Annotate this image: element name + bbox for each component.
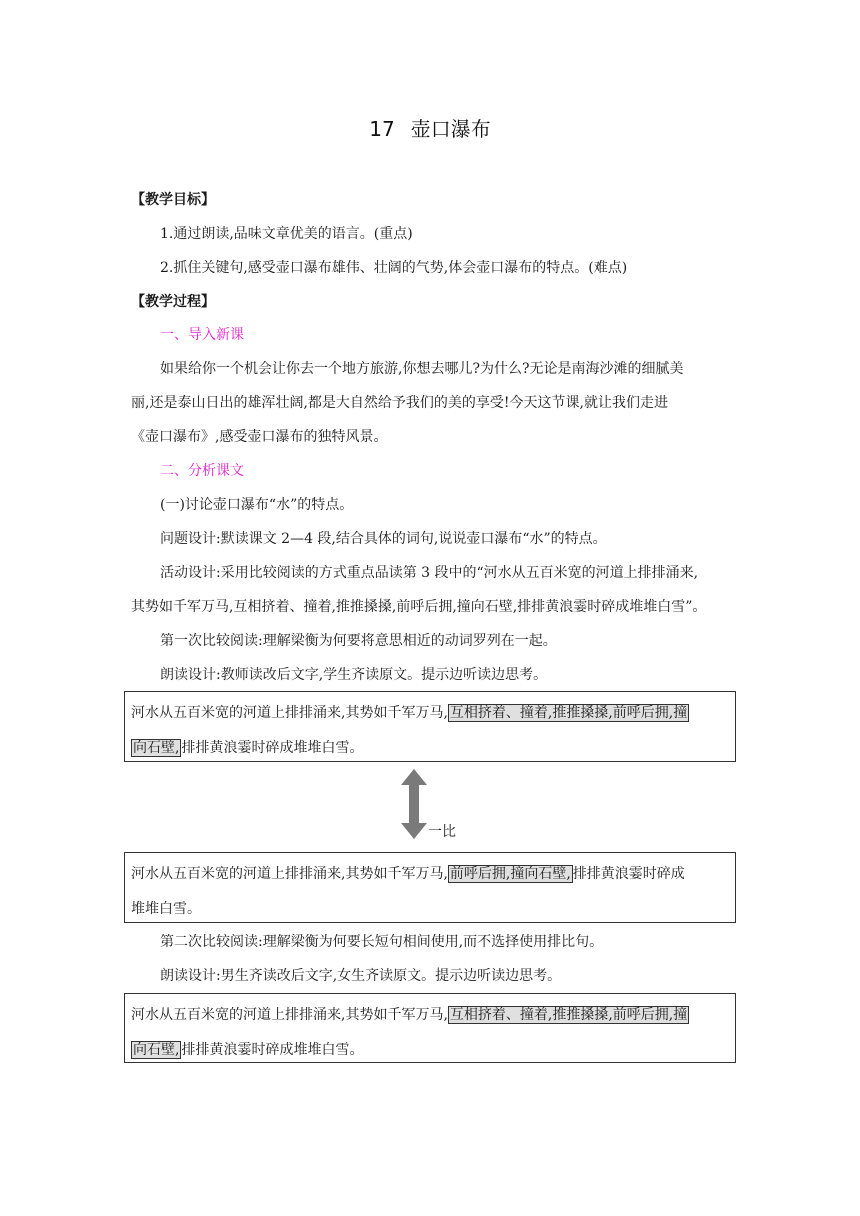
goal-1: 1.通过朗读,品味文章优美的语言。(重点) <box>160 226 413 242</box>
question-design: 问题设计:默读课文 2—4 段,结合具体的词句,说说壶口瀑布“水”的特点。 <box>160 531 607 547</box>
lesson-title: 壶口瀑布 <box>410 117 491 141</box>
reading-design-2: 朗读设计:男生齐读改后文字,女生齐读原文。提示边听读边思考。 <box>160 968 562 984</box>
quote-text: 河水从五百米宽的河道上排排涌来,其势如千军万马, <box>131 705 448 721</box>
reading-design-1: 朗读设计:教师读改后文字,学生齐读原文。提示边听读边思考。 <box>160 667 548 683</box>
intro-line-2: 丽,还是泰山日出的雄浑壮阔,都是大自然给予我们的美的享受!今天这节课,就让我们走进 <box>131 395 668 411</box>
quote-text: 堆堆白雪。 <box>131 901 201 917</box>
quote-text: 排排黄浪霎时碎成堆堆白雪。 <box>181 1042 364 1058</box>
quote-text: 河水从五百米宽的河道上排排涌来,其势如千军万马, <box>131 866 448 882</box>
activity-line-1: 活动设计:采用比较阅读的方式重点品读第 3 段中的“河水从五百米宽的河道上排排涌来, <box>160 565 699 581</box>
quote-box-modified <box>124 852 736 923</box>
part1-heading: 一、导入新课 <box>160 327 244 343</box>
highlight-phrase: 互相挤着、撞着,推推搡搡,前呼后拥,撞 <box>449 705 688 721</box>
compare-reading-2: 第二次比较阅读:理解梁衡为何要长短句相间使用,而不选择使用排比句。 <box>160 934 604 950</box>
compare-reading-1: 第一次比较阅读:理解梁衡为何要将意思相近的动词罗列在一起。 <box>160 633 557 649</box>
lesson-number: 17 <box>369 117 395 141</box>
quote-text: 排排黄浪霎时碎成堆堆白雪。 <box>181 740 364 756</box>
highlight-phrase: 向石壁, <box>133 740 180 756</box>
highlight-phrase: 向石壁, <box>133 1042 180 1058</box>
highlight-phrase: 前呼后拥,撞向石壁, <box>449 866 571 882</box>
quote-text: 河水从五百米宽的河道上排排涌来,其势如千军万马, <box>131 1007 448 1023</box>
double-arrow-icon <box>400 769 428 839</box>
part2-heading: 二、分析课文 <box>160 463 244 479</box>
goals-heading: 【教学目标】 <box>131 192 215 208</box>
intro-line-1: 如果给你一个机会让你去一个地方旅游,你想去哪儿?为什么?无论是南海沙滩的细腻美 <box>160 361 684 377</box>
intro-line-3: 《壶口瀑布》,感受壶口瀑布的独特风景。 <box>131 429 388 445</box>
goal-2: 2.抓住关键句,感受壶口瀑布雄伟、壮阔的气势,体会壶口瀑布的特点。(难点) <box>160 260 628 276</box>
quote-box-original-2 <box>124 993 736 1063</box>
activity-line-2: 其势如千军万马,互相挤着、撞着,推推搡搡,前呼后拥,撞向石壁,排排黄浪霎时碎成堆堆白雪”。 <box>131 599 707 615</box>
quote-text: 排排黄浪霎时碎成 <box>572 866 685 882</box>
process-heading: 【教学过程】 <box>131 294 215 310</box>
highlight-phrase: 互相挤着、撞着,推推搡搡,前呼后拥,撞 <box>449 1007 688 1023</box>
page-title <box>0 113 860 142</box>
subsection-1: (一)讨论壶口瀑布“水”的特点。 <box>160 497 354 513</box>
quote-box-original-1 <box>124 691 736 762</box>
compare-label: 一比 <box>428 824 456 840</box>
